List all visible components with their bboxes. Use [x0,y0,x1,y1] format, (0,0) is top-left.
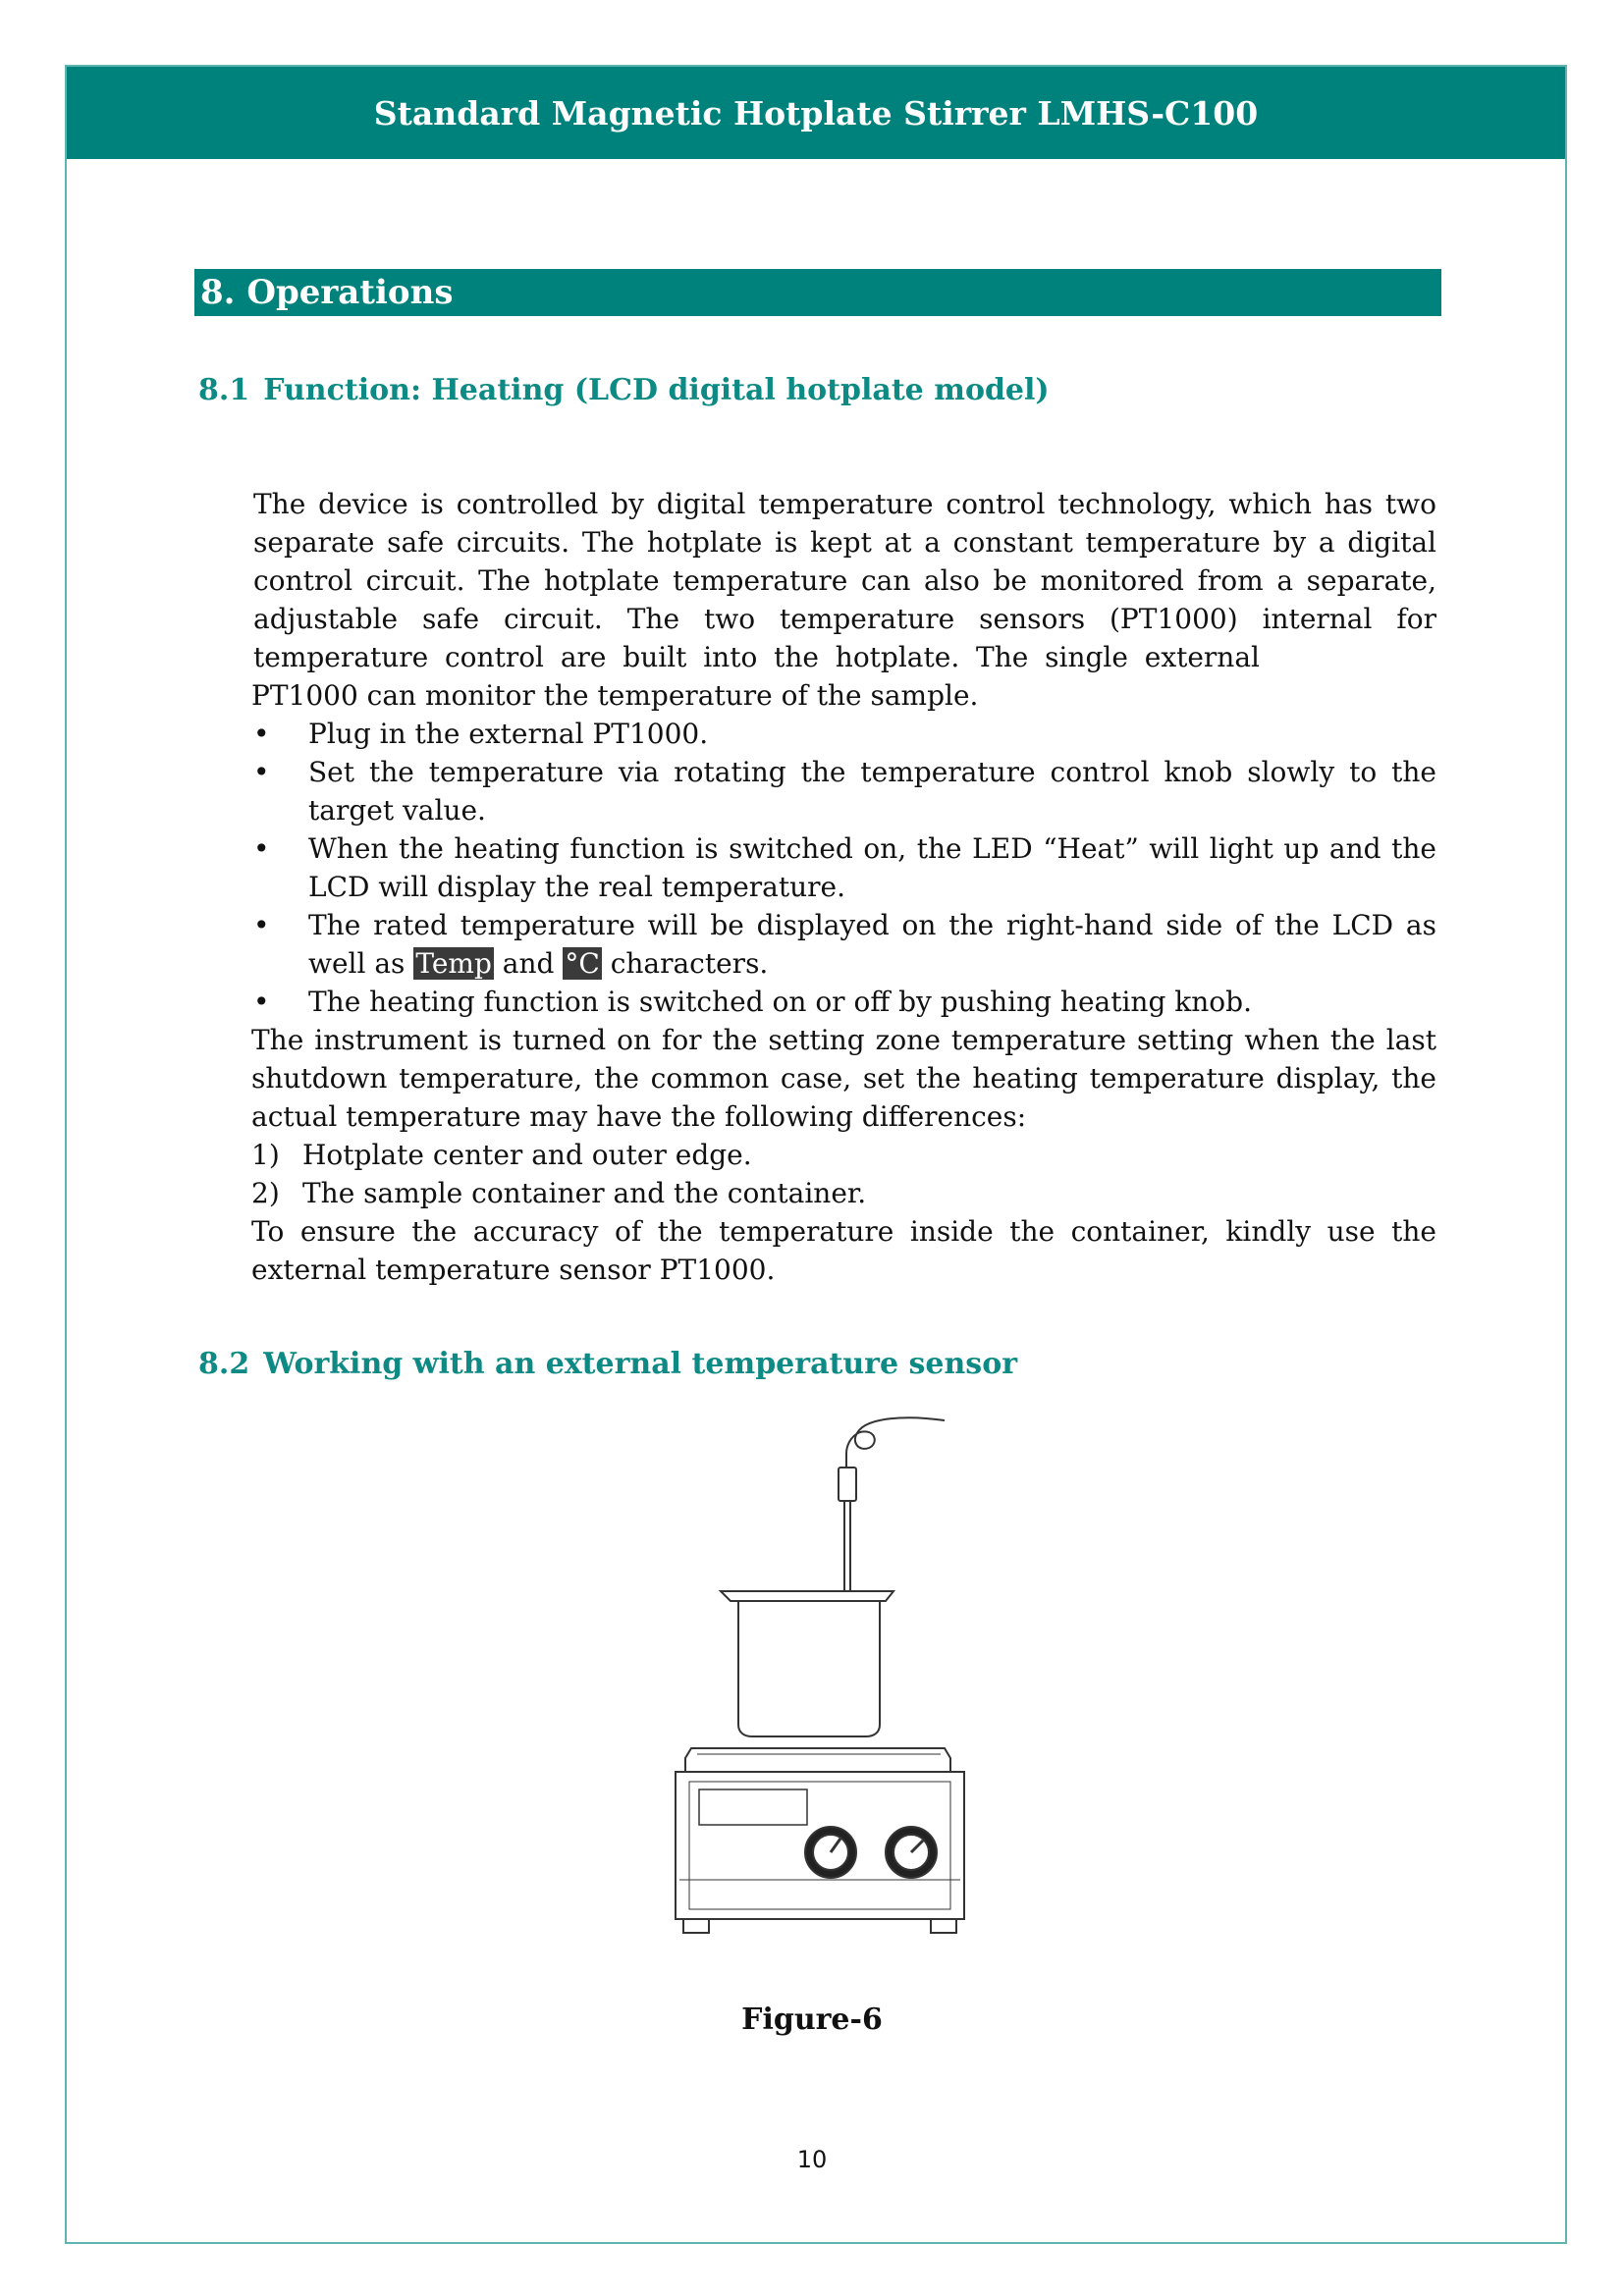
hotplate-figure [658,1409,982,1949]
bullet-icon: • [253,832,270,865]
heating-instructions [251,676,1436,1289]
lcd-display [699,1789,807,1825]
accuracy-note: To ensure the accuracy of the temperature inside the container, kindly use the external temperature sensor PT1000. [251,1215,1436,1286]
list-item: • When the heating function is switched on, the LED “Heat” will light up and the LCD will display the real temperature. [251,829,1436,906]
subsection-number: 8.1 [198,373,250,407]
section-heading [194,269,1441,316]
intro-line: separate safe circuits. The hotplate is kept at a constant temperature by a digital [253,526,1436,559]
page-number: 10 [796,2146,828,2173]
sensor-cable [846,1417,945,1468]
bullet-icon: • [253,718,270,750]
hotplate-top [685,1748,950,1772]
temp-highlight: Temp [415,947,492,980]
intro-line: The device is controlled by digital temperature control technology, which has two [253,488,1436,520]
heating-knob [805,1827,856,1878]
subsection-heading-8-2 [198,1347,1017,1381]
subsection-number: 8.2 [198,1347,250,1381]
subsection-title: Function: Heating (LCD digital hotplate model) [263,373,1050,407]
list-item: • Plug in the external PT1000. [251,715,1436,753]
figure-caption: Figure-6 [741,2002,883,2037]
celsius-highlight: °C [565,947,600,980]
bullet-icon: • [253,986,270,1018]
intro-tail: PT1000 can monitor the temperature of the sample. [251,679,979,712]
hotplate-foot [931,1919,956,1933]
bullet-icon: • [253,756,270,788]
document-header [67,67,1565,159]
list-item: • The heating function is switched on or off by pushing heating knob. [251,983,1436,1021]
hotplate-foot [683,1919,709,1933]
subsection-heading-8-1 [198,373,1050,407]
numbered-item: 1) Hotplate center and outer edge. [251,1139,752,1171]
list-item: • Set the temperature via rotating the temperature control knob slowly to the target value. [251,753,1436,829]
subsection-title: Working with an external temperature sensor [263,1347,1018,1381]
sensor-connector [839,1468,856,1501]
intro-line: adjustable safe circuit. The two temperature sensors (PT1000) internal for [253,603,1436,635]
temperature-note: The instrument is turned on for the setting zone temperature setting when the last shutdown temperature, the common case, set the heating temperature display, the actual temperature may have the following differences: [251,1024,1436,1133]
list-item: • The rated temperature will be displayed on the right-hand side of the LCD as well as Temp and °C characters. [251,906,1436,983]
intro-line: control circuit. The hotplate temperature can also be monitored from a separate, [253,564,1436,597]
header-title: Standard Magnetic Hotplate Stirrer LMHS-C100 [373,93,1259,133]
intro-paragraph [253,485,1436,676]
section-title: 8. Operations [200,273,454,312]
numbered-item: 2) The sample container and the container. [251,1177,867,1209]
bullet-icon: • [253,909,270,941]
beaker [721,1591,893,1736]
stirring-knob [886,1827,937,1878]
intro-line: temperature control are built into the hotplate. The single external [253,641,1260,673]
